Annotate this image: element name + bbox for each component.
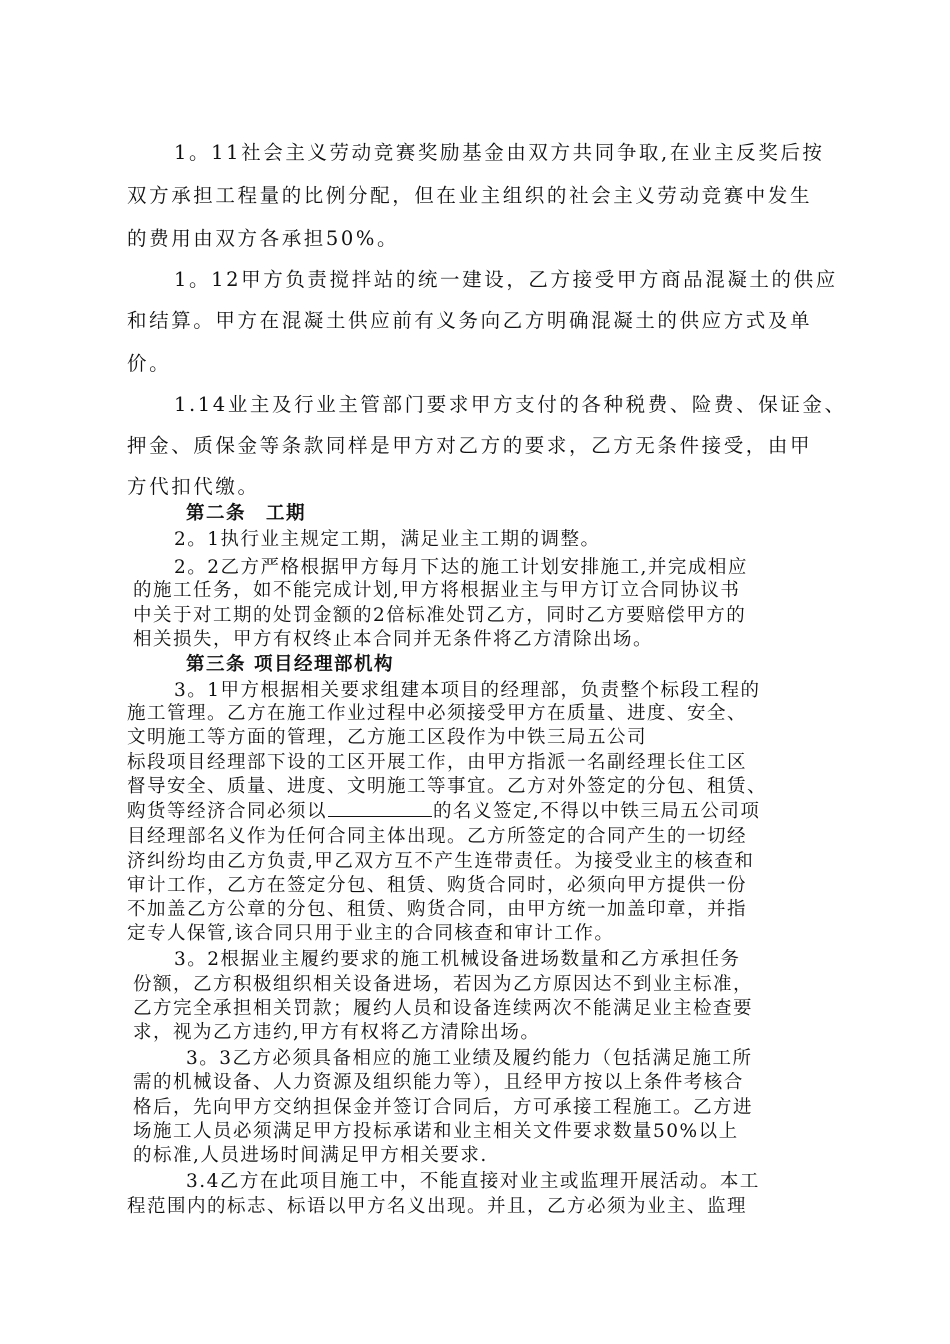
paragraph-line: 目经理部名义作为任何合同主体出现。乙方所签定的合同产生的一切经 (127, 826, 748, 847)
paragraph-line: 文明施工等方面的管理，乙方施工区段作为中铁三局五公司 (127, 727, 648, 748)
paragraph-line: 双方承担工程量的比例分配，但在业主组织的社会主义劳动竞赛中发生 (127, 184, 813, 207)
paragraph-line: 方代扣代缴。 (127, 475, 260, 498)
paragraph-line: 3。1甲方根据相关要求组建本项目的经理部，负责整个标段工程的 (174, 680, 761, 701)
paragraph-line: 的标准,人员进场时间满足甲方相关要求. (133, 1145, 488, 1166)
paragraph-line: 场施工人员必须满足甲方投标承诺和业主相关文件要求数量50%以上 (133, 1121, 739, 1142)
paragraph-line: 相关损失，甲方有权终止本合同并无条件将乙方清除出场。 (133, 629, 654, 650)
paragraph-line: 的费用由双方各承担50%。 (127, 227, 400, 250)
paragraph-line: 2。1执行业主规定工期，满足业主工期的调整。 (174, 529, 601, 550)
paragraph-line: 中关于对工期的处罚金额的2倍标准处罚乙方，同时乙方要赔偿甲方的 (133, 605, 747, 626)
line-text-after-blank: 的名义签定,不得以中铁三局五公司项 (433, 801, 761, 822)
paragraph-line: 施工管理。乙方在施工作业过程中必须接受甲方在质量、进度、安全、 (127, 703, 748, 724)
paragraph-line: 押金、质保金等条款同样是甲方对乙方的要求，乙方无条件接受，由甲 (127, 434, 813, 457)
paragraph-line (127, 797, 760, 823)
line-text-before-blank: 购货等经济合同必须以 (127, 801, 328, 822)
paragraph-line: 督导安全、质量、进度、文明施工等事宜。乙方对外签定的分包、租赁、 (127, 776, 768, 797)
paragraph-line: 的施工任务，如不能完成计划,甲方将根据业主与甲方订立合同协议书 (133, 580, 741, 601)
paragraph-line: 乙方完全承担相关罚款；履约人员和设备连续两次不能满足业主检查要 (133, 998, 754, 1019)
paragraph-line: 程范围内的标志、标语以甲方名义出现。并且，乙方必须为业主、监理 (127, 1196, 748, 1217)
paragraph-line: 审计工作，乙方在签定分包、租赁、购货合同时，必须向甲方提供一份 (127, 875, 748, 896)
paragraph-line: 1.14业主及行业主管部门要求甲方支付的各种税费、险费、保证金、 (174, 393, 847, 416)
name-blank-field (328, 800, 432, 817)
paragraph-line: 份额，乙方积极组织相关设备进场，若因为乙方原因达不到业主标准， (133, 974, 754, 995)
paragraph-line: 不加盖乙方公章的分包、租赁、购货合同，由甲方统一加盖印章，并指 (127, 899, 748, 920)
paragraph-line: 3。2根据业主履约要求的施工机械设备进场数量和乙方承担任务 (174, 949, 741, 970)
paragraph-line: 标段项目经理部下设的工区开展工作，由甲方指派一名副经理长住工区 (127, 752, 748, 773)
paragraph-line: 求，视为乙方违约,甲方有权将乙方清除出场。 (133, 1022, 541, 1043)
paragraph-line: 3.4乙方在此项目施工中，不能直接对业主或监理开展活动。本工 (186, 1171, 760, 1192)
paragraph-line: 3。3乙方必须具备相应的施工业绩及履约能力（包括满足施工所 (186, 1048, 753, 1069)
paragraph-line: 格后，先向甲方交纳担保金并签订合同后，方可承接工程施工。乙方进 (133, 1097, 754, 1118)
paragraph-line: 和结算。甲方在混凝土供应前有义务向乙方明确混凝土的供应方式及单 (127, 309, 813, 332)
paragraph-line: 1。11社会主义劳动竞赛奖励基金由双方共同争取,在业主反奖后按 (174, 141, 825, 164)
paragraph-line: 需的机械设备、人力资源及组织能力等），且经甲方按以上条件考核合 (133, 1072, 744, 1093)
paragraph-line: 定专人保管,该合同只用于业主的合同核查和审计工作。 (127, 923, 615, 944)
article-2-heading: 第二条 工期 (186, 503, 307, 524)
article-3-heading: 第三条 项目经理部机构 (186, 654, 394, 675)
paragraph-line: 2。2乙方严格根据甲方每月下达的施工计划安排施工,并完成相应 (174, 557, 748, 578)
paragraph-line: 济纠纷均由乙方负责,甲乙双方互不产生连带责任。为接受业主的核查和 (127, 851, 755, 872)
paragraph-line: 价。 (127, 352, 172, 375)
paragraph-line: 1。12甲方负责搅拌站的统一建设，乙方接受甲方商品混凝土的供应 (174, 268, 838, 291)
